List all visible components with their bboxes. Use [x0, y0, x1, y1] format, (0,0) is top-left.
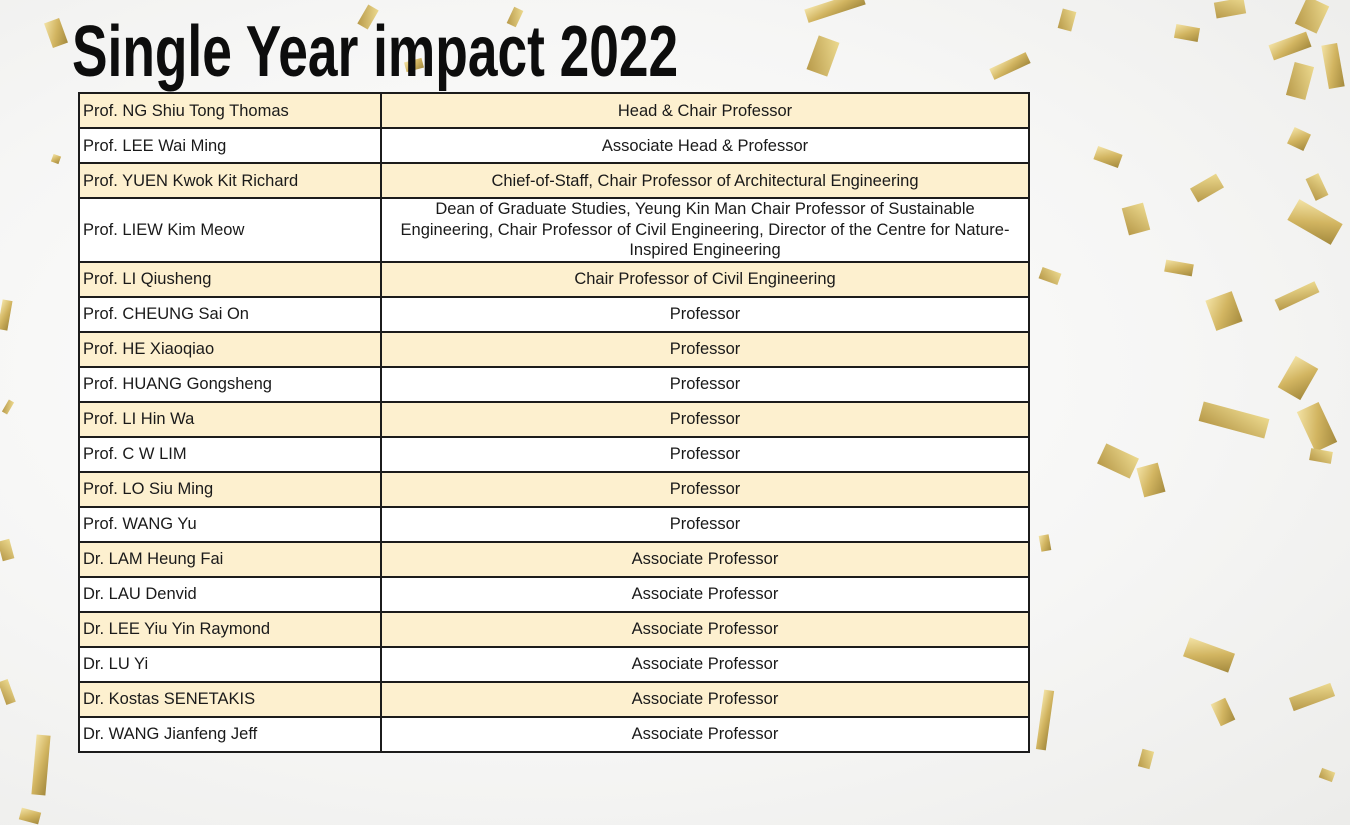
table-row — [79, 682, 1029, 717]
table-row — [79, 262, 1029, 297]
page-title: Single Year impact 2022 — [72, 12, 679, 92]
table-row — [79, 472, 1029, 507]
table-row — [79, 717, 1029, 752]
staff-position: Associate Professor — [381, 542, 1029, 577]
staff-name: Prof. YUEN Kwok Kit Richard — [79, 163, 381, 198]
table-row — [79, 367, 1029, 402]
staff-position: Professor — [381, 437, 1029, 472]
staff-name: Prof. LEE Wai Ming — [79, 128, 381, 163]
table-row — [79, 402, 1029, 437]
staff-position: Professor — [381, 297, 1029, 332]
table-row — [79, 437, 1029, 472]
staff-name: Prof. HUANG Gongsheng — [79, 367, 381, 402]
staff-position: Associate Professor — [381, 612, 1029, 647]
staff-table-container — [78, 92, 1028, 753]
staff-name: Prof. LI Hin Wa — [79, 402, 381, 437]
table-row — [79, 612, 1029, 647]
staff-name: Prof. LI Qiusheng — [79, 262, 381, 297]
table-row — [79, 542, 1029, 577]
staff-name: Prof. WANG Yu — [79, 507, 381, 542]
staff-name: Prof. NG Shiu Tong Thomas — [79, 93, 381, 128]
table-row — [79, 93, 1029, 128]
staff-position: Associate Head & Professor — [381, 128, 1029, 163]
staff-position: Associate Professor — [381, 647, 1029, 682]
staff-position: Professor — [381, 402, 1029, 437]
staff-name: Dr. LU Yi — [79, 647, 381, 682]
staff-name: Dr. WANG Jianfeng Jeff — [79, 717, 381, 752]
staff-position: Associate Professor — [381, 717, 1029, 752]
staff-name: Dr. LAU Denvid — [79, 577, 381, 612]
table-row — [79, 507, 1029, 542]
staff-name: Prof. LO Siu Ming — [79, 472, 381, 507]
staff-position: Associate Professor — [381, 682, 1029, 717]
table-row — [79, 163, 1029, 198]
staff-position: Professor — [381, 332, 1029, 367]
staff-position: Professor — [381, 507, 1029, 542]
staff-name: Prof. CHEUNG Sai On — [79, 297, 381, 332]
table-row — [79, 577, 1029, 612]
staff-table — [78, 92, 1030, 753]
staff-position: Chair Professor of Civil Engineering — [381, 262, 1029, 297]
table-row — [79, 297, 1029, 332]
staff-position: Head & Chair Professor — [381, 93, 1029, 128]
staff-name: Prof. HE Xiaoqiao — [79, 332, 381, 367]
staff-name: Dr. Kostas SENETAKIS — [79, 682, 381, 717]
staff-name: Prof. C W LIM — [79, 437, 381, 472]
staff-name: Dr. LAM Heung Fai — [79, 542, 381, 577]
staff-name: Prof. LIEW Kim Meow — [79, 198, 381, 262]
staff-name: Dr. LEE Yiu Yin Raymond — [79, 612, 381, 647]
staff-position: Chief-of-Staff, Chair Professor of Architectural Engineering — [381, 163, 1029, 198]
table-row — [79, 128, 1029, 163]
staff-position: Professor — [381, 367, 1029, 402]
staff-position: Professor — [381, 472, 1029, 507]
table-row — [79, 198, 1029, 262]
table-row — [79, 332, 1029, 367]
staff-position: Associate Professor — [381, 577, 1029, 612]
staff-position: Dean of Graduate Studies, Yeung Kin Man Chair Professor of Sustainable Engineering, Chair Professor of Civil Engineering, Director of the Centre for Nature-Inspired Engineering — [381, 198, 1029, 262]
table-row — [79, 647, 1029, 682]
